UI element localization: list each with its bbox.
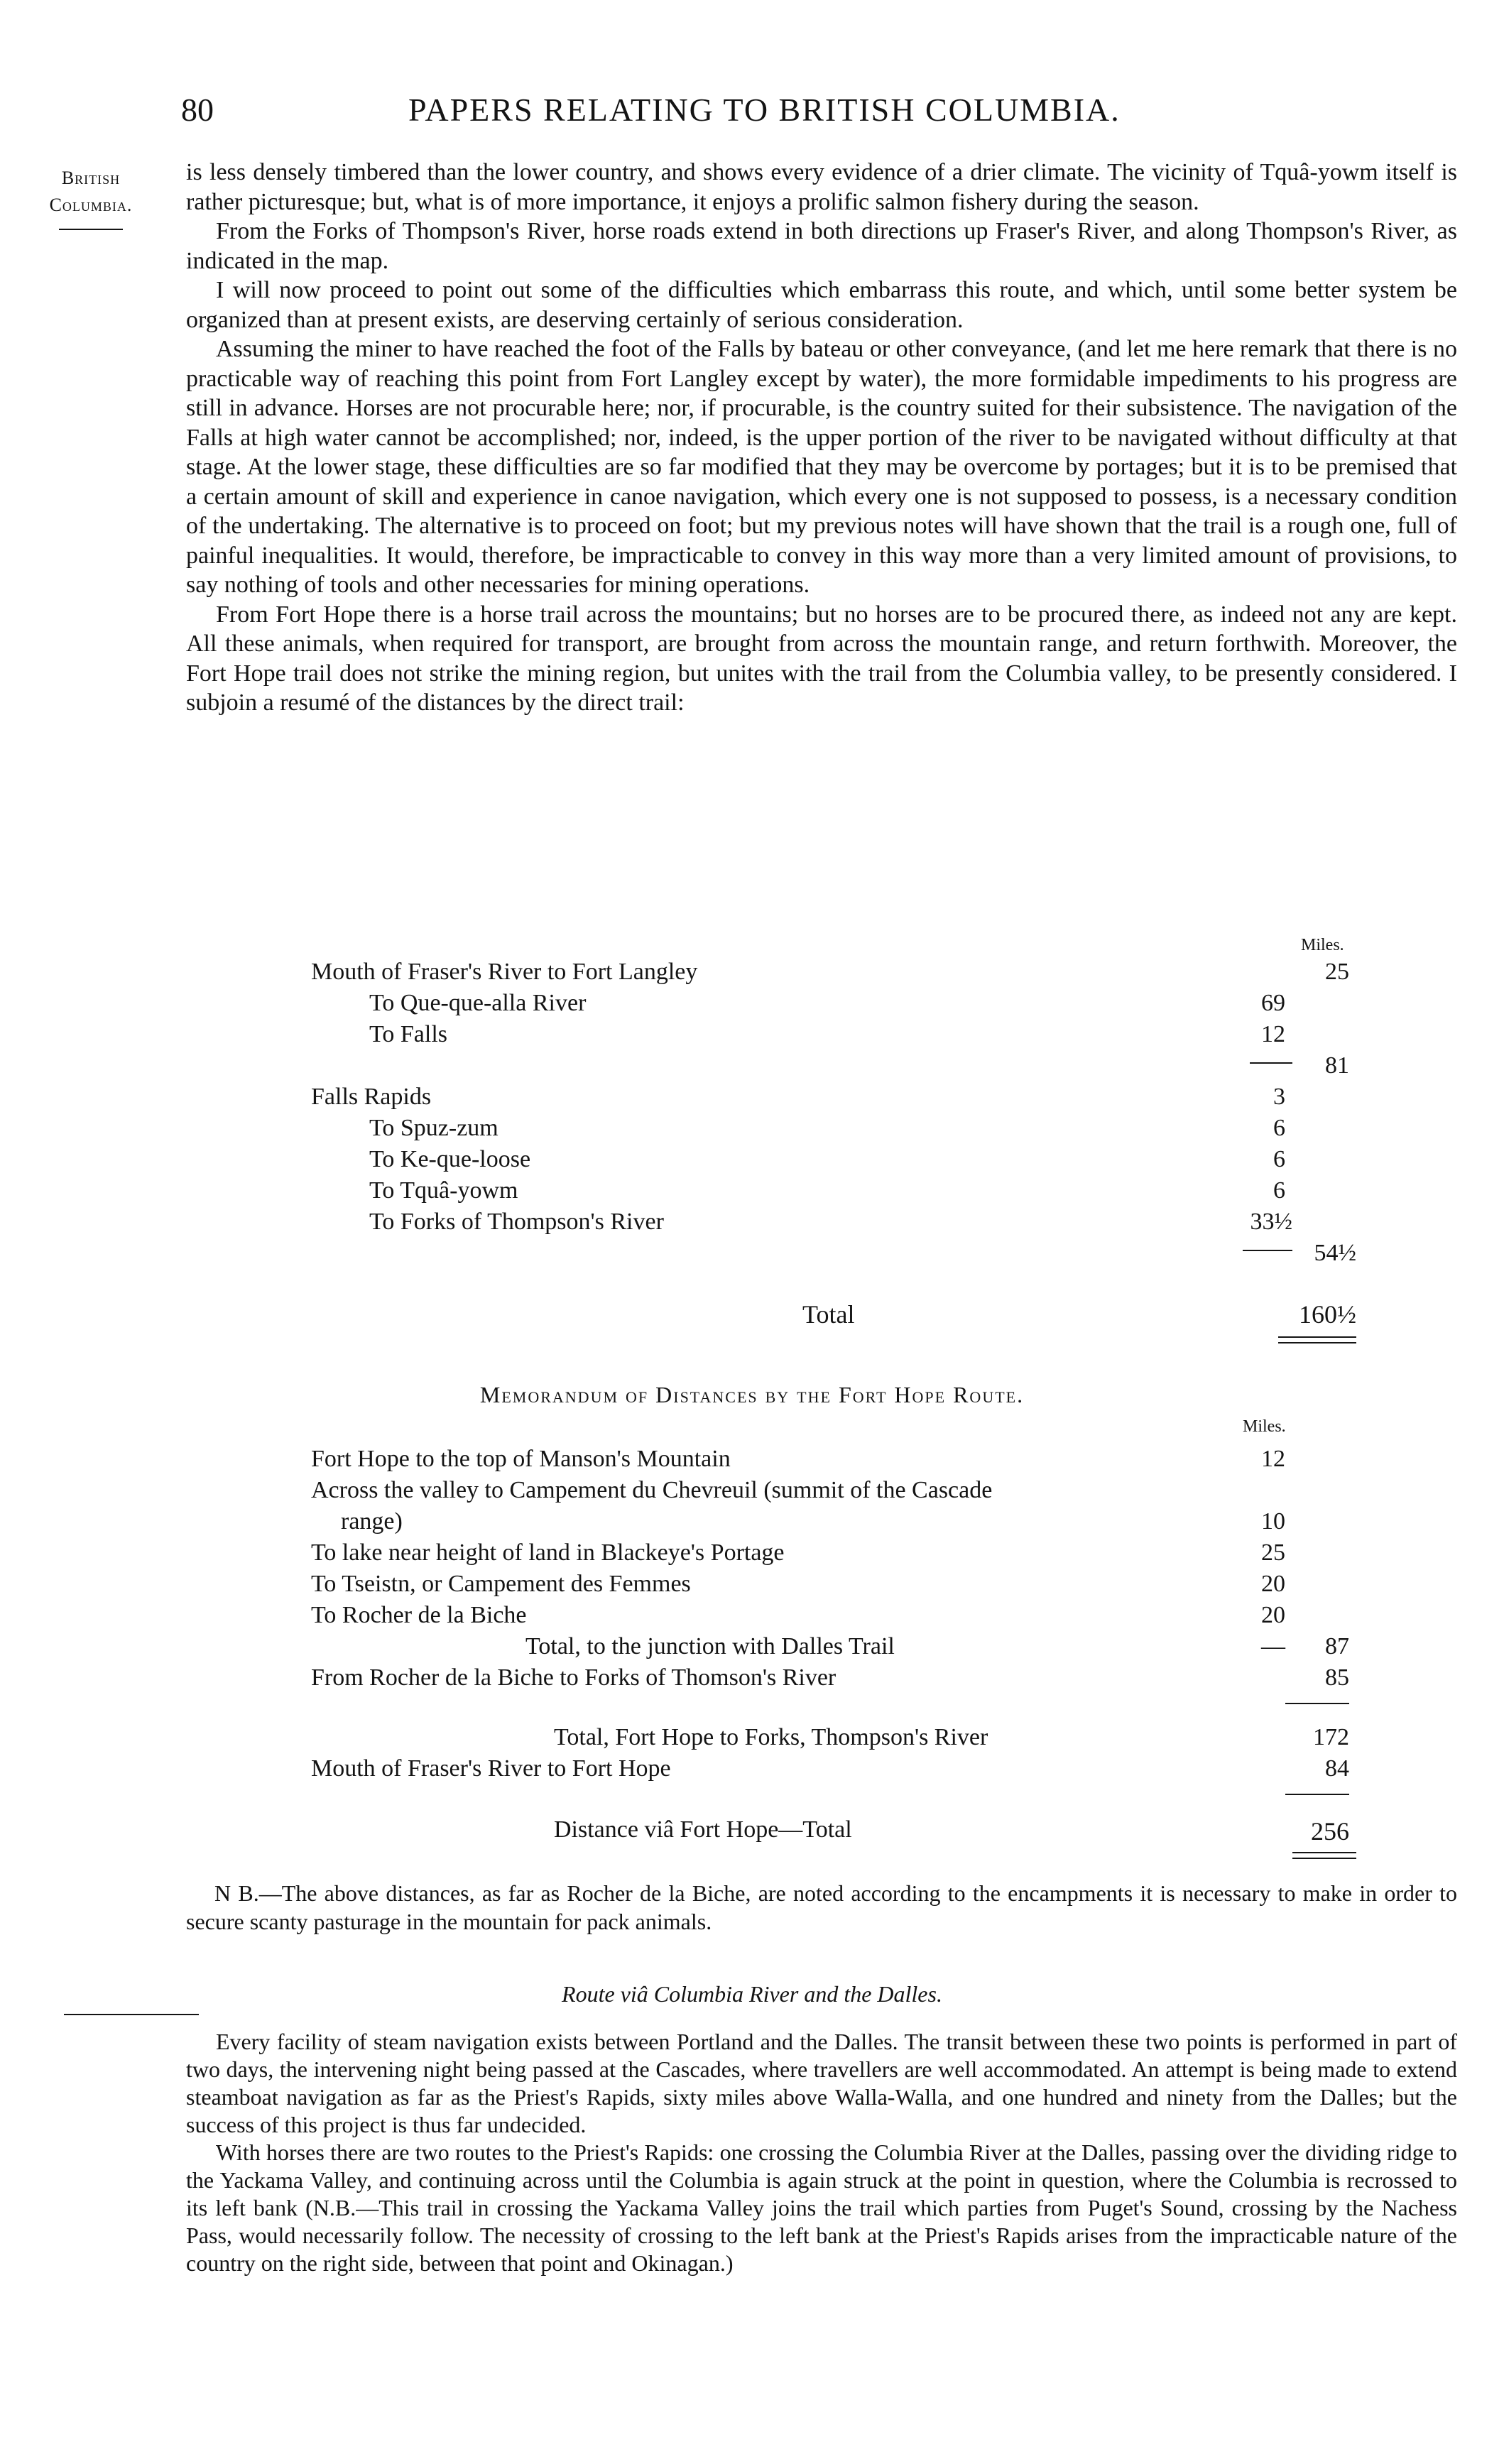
table-row-label: To Falls <box>369 1021 448 1047</box>
miles-column-header: Miles. <box>1301 936 1344 954</box>
total-value: 160½ <box>1299 1300 1356 1329</box>
table-row-value: 12 <box>1261 1021 1285 1047</box>
table-row-label: To Tquâ-yowm <box>369 1177 518 1204</box>
table-row-value: 84 <box>1325 1755 1349 1782</box>
table-row-label: To Que-que-alla River <box>369 990 587 1016</box>
margin-note-rule <box>59 229 123 230</box>
paragraph: I will now proceed to point out some of the difficulties which embarrass this route, and which, until some better system be organized than at present exists, are deserving certainly of serious consideration. <box>186 277 1457 333</box>
table-row-label: To lake near height of land in Blackeye's Portage <box>311 1539 785 1566</box>
paragraph: From the Forks of Thompson's River, horse roads extend in both directions up Fraser's River, and along Thompson's River, as indicated in the map. <box>186 218 1457 274</box>
total-double-rule <box>1278 1342 1356 1343</box>
table-row-value: 69 <box>1261 990 1285 1016</box>
table-row-value: 20 <box>1261 1571 1285 1597</box>
total-double-rule <box>1292 1852 1356 1853</box>
table-row-value: 25 <box>1261 1539 1285 1566</box>
table-row-value: 85 <box>1325 1664 1349 1691</box>
page-number: 80 <box>181 92 214 128</box>
table-row-value: 33½ <box>1250 1209 1292 1235</box>
paragraph: From Fort Hope there is a horse trail across the mountains; but no horses are to be procured there, as indeed not any are kept. All these animals, when required for transport, are brought from across the mountain range, and return forthwith. Moreover, the Fort Hope trail does not strike the mining region, but unites with the trail from the Columbia valley, to be presently considered. I subjoin a resumé of the distances by the direct trail: <box>186 601 1457 716</box>
table-row-value: 10 <box>1261 1508 1285 1534</box>
margin-note-line-1: British <box>61 168 121 188</box>
table-row-label: Mouth of Fraser's River to Fort Hope <box>311 1755 671 1782</box>
table-row-value: 54½ <box>1314 1240 1356 1266</box>
page-header <box>181 91 1388 141</box>
table-row-label: To Rocher de la Biche <box>311 1602 527 1628</box>
table-row-label: Mouth of Fraser's River to Fort Langley <box>311 959 698 985</box>
miles-column-header: Miles. <box>1243 1417 1286 1436</box>
table-row-label: Across the valley to Campement du Chevreuil (summit of the Cascade <box>311 1477 993 1503</box>
section-rule <box>64 2014 199 2015</box>
subtotal-rule <box>1285 1794 1349 1795</box>
table-row-value: 6 <box>1273 1115 1285 1141</box>
table-row-label: Falls Rapids <box>311 1084 432 1110</box>
table-row-label: To Tseistn, or Campement des Femmes <box>311 1571 691 1597</box>
table-row-label: From Rocher de la Biche to Forks of Thomson's River <box>311 1664 837 1691</box>
paragraph: Assuming the miner to have reached the foot of the Falls by bateau or other conveyance, (and let me here remark that there is no practicable way of reaching this point from Fort Langley except by water), the more formidable impediments to his progress are still in advance. Horses are not procurable here; nor, if procurable, is the country suited for their subsistence. The navigation of the Falls at high water cannot be accomplished; nor, indeed, is the upper portion of the river to be navigated without difficulty at that stage. At the lower stage, these difficulties are so far modified that they may be overcome by portages; but it is to be premised that a certain amount of skill and experience in canoe navigation, which every one is not supposed to possess, is a necessary condition of the undertaking. The alternative is to proceed on foot; but my previous notes will have shown that the trail is a rough one, full of painful inequalities. It would, therefore, be impracticable to convey in this way more than a very limited amount of provisions, to say nothing of tools and other necessaries for mining operations. <box>186 336 1457 598</box>
table-row-label: To Spuz-zum <box>369 1115 498 1141</box>
table-row-value: 87 <box>1325 1633 1349 1659</box>
paragraph: Every facility of steam navigation exists between Portland and the Dalles. The transit between these two points is performed in part of two days, the intervening night being passed at the Cascades, where travellers are well accommodated. An attempt is being made to extend steamboat navigation as far as the Priest's Rapids, sixty miles above Walla-Walla, and one hundred and ninety from the Dalles; but the success of this project is thus far undecided. <box>186 2029 1457 2137</box>
table-row-label: To Ke-que-loose <box>369 1146 531 1172</box>
total-double-rule <box>1292 1858 1356 1859</box>
paragraph: is less densely timbered than the lower country, and shows every evidence of a drier climate. The vicinity of Tquâ-yowm itself is rather picturesque; but, what is of more importance, it enjoys a prolific salmon fishery during the season. <box>186 159 1457 215</box>
table-row-label: Distance viâ Fort Hope—Total <box>554 1816 852 1843</box>
table-row-label: Total, Fort Hope to Forks, Thompson's River <box>554 1724 988 1750</box>
table-row-value: 6 <box>1273 1177 1285 1204</box>
table-row-value: 25 <box>1325 959 1349 985</box>
table-row-value: 6 <box>1273 1146 1285 1172</box>
table-row-label: To Forks of Thompson's River <box>369 1209 664 1235</box>
margin-note <box>13 165 169 230</box>
table-row-value: — <box>1261 1633 1285 1659</box>
table-row-value: 3 <box>1273 1084 1285 1110</box>
section-title: Route viâ Columbia River and the Dalles. <box>562 1981 942 2007</box>
paragraph: With horses there are two routes to the Priest's Rapids: one crossing the Columbia River at the Dalles, passing over the dividing ridge to the Yackama Valley, and continuing across until the Columbia is again struck at the point in question, where the Columbia is recrossed to its left bank (N.B.—This trail in crossing the Yackama Valley joins the trail which parties from Puget's Sound, crossing by the Nachess Pass, would necessarily follow. The necessity of crossing to the left bank at the Priest's Rapids arises from the impracticable nature of the country on the right side, between that point and Okinagan.) <box>186 2139 1457 2276</box>
table-row-label: Total, to the junction with Dalles Trail <box>525 1633 895 1659</box>
table-row-value: 172 <box>1313 1724 1349 1750</box>
subtotal-rule <box>1285 1703 1349 1704</box>
table-row-label: Fort Hope to the top of Manson's Mountain <box>311 1446 731 1472</box>
memorandum-heading: Memorandum of Distances by the Fort Hope Route. <box>479 1382 1025 1407</box>
table-row-value: 256 <box>1311 1817 1349 1846</box>
table-row-label: range) <box>341 1508 403 1534</box>
running-title: PAPERS RELATING TO BRITISH COLUMBIA. <box>408 92 1121 128</box>
body-text <box>186 158 1457 718</box>
total-double-rule <box>1278 1336 1356 1338</box>
margin-note-line-2: Columbia. <box>49 195 133 215</box>
table-row-value: 81 <box>1325 1052 1349 1079</box>
nb-note: N B.—The above distances, as far as Rocher de la Biche, are noted according to the encampments it is necessary to make in order to secure scanty pasturage in the mountain for pack animals. <box>186 1880 1457 1934</box>
section-body <box>186 2028 1457 2277</box>
table-row-value: 20 <box>1261 1602 1285 1628</box>
table-row-value: 12 <box>1261 1446 1285 1472</box>
total-label: Total <box>802 1300 855 1329</box>
